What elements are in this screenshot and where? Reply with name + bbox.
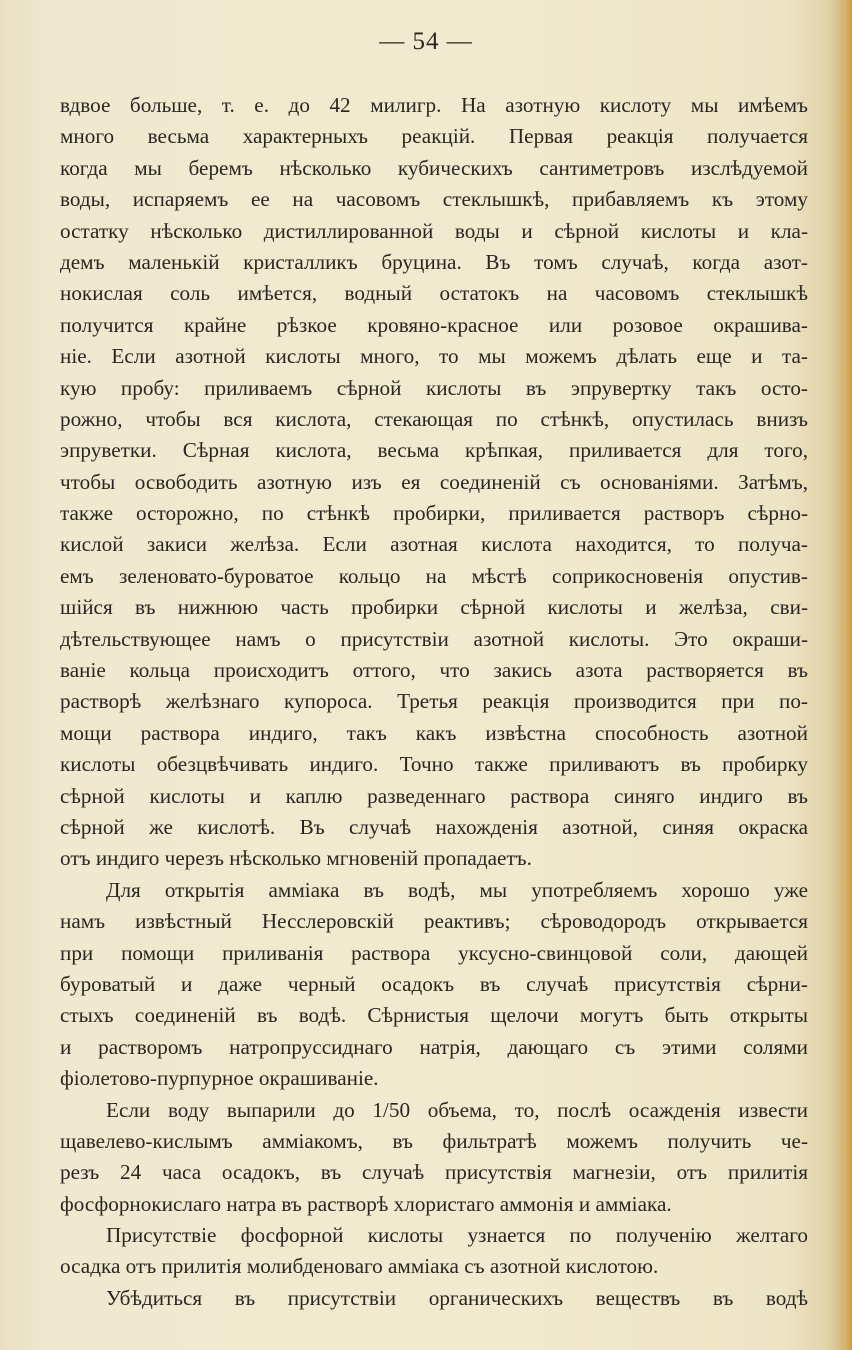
text-line: щавелево-кислымъ амміакомъ, въ фильтратѣ можемъ получить че- [60, 1128, 808, 1153]
text-line: вдвое больше, т. е. до 42 милигр. На азотную кислоту мы имѣемъ [60, 93, 808, 117]
text-line: шійся въ нижнюю часть пробирки сѣрной кислоты и желѣза, сви- [60, 595, 808, 620]
text-line: когда мы беремъ нѣсколько кубическихъ сантиметровъ изслѣдуемой [60, 155, 808, 180]
text-line: осадка отъ прилитія молибденоваго амміака съ азотной кислотою. [60, 1254, 659, 1279]
text-line: сѣрной же кислотѣ. Въ случаѣ нахожденія азотной, синяя окраска [60, 814, 808, 839]
text-line: дѣтельствующее намъ о присутствіи азотной кислоты. Это окраши- [60, 626, 808, 651]
text-line: сѣрной кислоты и каплю разведеннаго раствора синяго индиго въ [60, 783, 808, 808]
text-line: демъ маленькій кристалликъ бруцина. Въ томъ случаѣ, когда азот- [60, 249, 808, 274]
text-line: получится крайне рѣзкое кровяно-красное или розовое окрашива- [60, 312, 808, 337]
text-line: при помощи приливанія раствора уксусно-свинцовой соли, дающей [60, 940, 808, 965]
text-line: также осторожно, по стѣнкѣ пробирки, приливается растворъ сѣрно- [60, 501, 808, 526]
page-number: — 54 — [379, 28, 473, 55]
text-line: кислоты обезцвѣчивать индиго. Точно также приливаютъ въ пробирку [60, 752, 808, 777]
text-line: рожно, чтобы вся кислота, стекающая по стѣнкѣ, опустилась внизъ [60, 406, 808, 431]
text-line: много весьма характерныхъ реакцій. Первая реакція получается [60, 124, 808, 149]
text-line: намъ извѣстный Несслеровскій реактивъ; сѣроводородъ открывается [60, 909, 808, 934]
text-line: Присутствіе фосфорной кислоты узнается по полученію желтаго [106, 1223, 808, 1248]
text-line: Если воду выпарили до 1/50 объема, то, послѣ осажденія извести [106, 1097, 808, 1122]
text-line: кую пробу: приливаемъ сѣрной кислоты въ эпрувертку такъ осто- [60, 375, 808, 400]
text-line: стыхъ соединеній въ водѣ. Сѣрнистыя щелочи могутъ быть открыты [60, 1003, 808, 1028]
text-line: Для открытія амміака въ водѣ, мы употребляемъ хорошо уже [106, 877, 808, 902]
text-line: ніе. Если азотной кислоты много, то мы можемъ дѣлать еще и та- [60, 344, 808, 369]
text-line: мощи раствора индиго, такъ какъ извѣстна способность азотной [60, 720, 808, 745]
page-edge [838, 0, 852, 1350]
text-line: Убѣдиться въ присутствіи органическихъ веществъ въ водѣ [106, 1285, 808, 1310]
text-line: отъ индиго черезъ нѣсколько мгновеній пропадаетъ. [60, 846, 532, 871]
text-line: эпруветки. Сѣрная кислота, весьма крѣпкая, приливается для того, [60, 438, 808, 463]
text-line: буроватый и даже черный осадокъ въ случаѣ присутствія сѣрни- [60, 971, 808, 996]
text-line: чтобы освободить азотную изъ ея соединеній съ основаніями. Затѣмъ, [60, 469, 808, 494]
text-line: резъ 24 часа осадокъ, въ случаѣ присутствія магнезіи, отъ прилитія [60, 1160, 808, 1185]
body-text [60, 90, 808, 1314]
text-line: нокислая соль имѣется, водный остатокъ на часовомъ стеклышкѣ [60, 281, 808, 306]
text-line: остатку нѣсколько дистиллированной воды и сѣрной кислоты и кла- [60, 218, 808, 243]
text-line: и растворомъ натропруссиднаго натрія, дающаго съ этими солями [60, 1034, 808, 1059]
text-line: воды, испаряемъ ее на часовомъ стеклышкѣ, прибавляемъ къ этому [60, 187, 808, 212]
text-line: фіолетово-пурпурное окрашиваніе. [60, 1066, 379, 1091]
text-line: кислой закиси желѣза. Если азотная кислота находится, то получа- [60, 532, 808, 557]
text-line: растворѣ желѣзнаго купороса. Третья реакція производится при по- [60, 689, 808, 714]
text-line: ваніе кольца происходитъ оттого, что закись азота растворяется въ [60, 658, 808, 683]
text-line: фосфорнокислаго натра въ растворѣ хлористаго аммонія и амміака. [60, 1191, 672, 1216]
text-line: емъ зеленовато-буроватое кольцо на мѣстѣ соприкосновенія опустив- [60, 563, 808, 588]
